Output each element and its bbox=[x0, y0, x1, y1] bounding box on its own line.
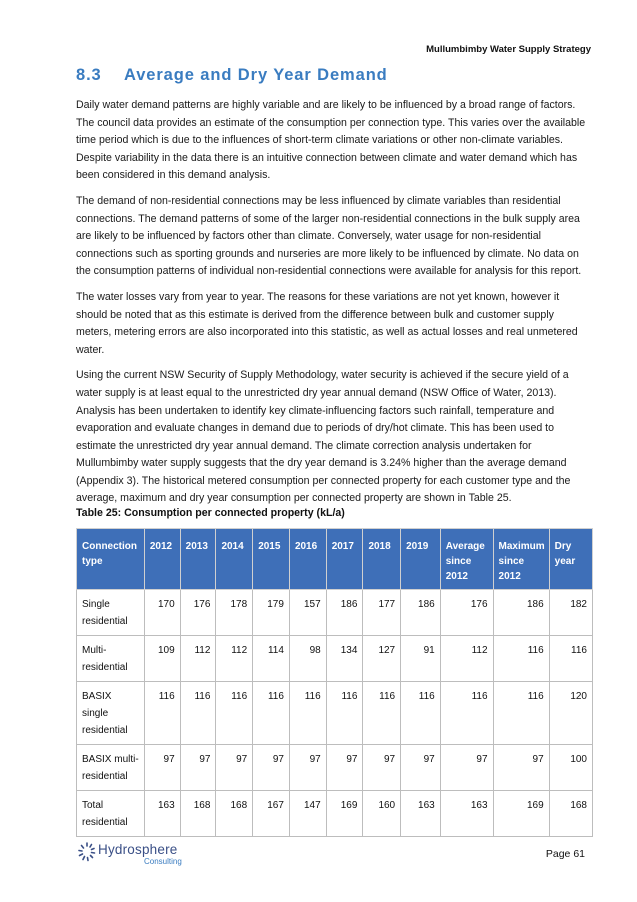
table-cell: 116 bbox=[363, 682, 401, 745]
column-header: 2018 bbox=[363, 529, 401, 590]
document-header: Mullumbimby Water Supply Strategy bbox=[426, 44, 591, 55]
table-caption: Table 25: Consumption per connected property (kL/a) bbox=[76, 507, 345, 519]
table-cell: 169 bbox=[493, 791, 549, 837]
column-header: 2013 bbox=[180, 529, 216, 590]
table-cell: 157 bbox=[289, 590, 326, 636]
table-cell: 116 bbox=[180, 682, 216, 745]
table-row bbox=[77, 590, 593, 636]
column-header: 2012 bbox=[144, 529, 180, 590]
connection-type-cell: Multi-residential bbox=[77, 636, 145, 682]
table-cell: 112 bbox=[216, 636, 253, 682]
page-number: Page 61 bbox=[545, 848, 585, 860]
column-header: 2017 bbox=[326, 529, 363, 590]
table-cell: 170 bbox=[144, 590, 180, 636]
table-cell: 163 bbox=[144, 791, 180, 837]
section-heading bbox=[76, 66, 388, 85]
table-cell: 178 bbox=[216, 590, 253, 636]
column-header: 2019 bbox=[401, 529, 441, 590]
paragraph: Using the current NSW Security of Supply Methodology, water security is achieved if the secure yield of a water supply is at least equal to the unrestricted dry year annual demand (NSW Office of Water, 2013). Analysis has been undertaken to identify key climate-influencing factors such rainfall, temperature and evaporation and evaluate changes in demand due to periods of dry/hot climate. This has been used to estimate the unrestricted dry year annual demand. The climate correction analysis undertaken for Mullumbimby water supply suggests that the dry year demand is 3.24% higher than the average demand (Appendix 3). The historical metered consumption per connected property for each customer type and the average, maximum and dry year consumption per connected property are shown in Table 25. bbox=[76, 369, 571, 505]
table-cell: 116 bbox=[549, 636, 592, 682]
table-cell: 100 bbox=[549, 745, 592, 791]
table-cell: 112 bbox=[440, 636, 493, 682]
table-cell: 179 bbox=[253, 590, 290, 636]
table-cell: 186 bbox=[326, 590, 363, 636]
connection-type-cell: Single residential bbox=[77, 590, 145, 636]
column-header: Dry year bbox=[549, 529, 592, 590]
column-header: Average since 2012 bbox=[440, 529, 493, 590]
table-cell: 168 bbox=[180, 791, 216, 837]
table-cell: 167 bbox=[253, 791, 290, 837]
table-cell: 176 bbox=[440, 590, 493, 636]
table-cell: 120 bbox=[549, 682, 592, 745]
column-header: Maximum since 2012 bbox=[493, 529, 549, 590]
table-cell: 97 bbox=[401, 745, 441, 791]
table-cell: 182 bbox=[549, 590, 592, 636]
logo-name: Hydrosphere bbox=[98, 842, 178, 857]
table-cell: 127 bbox=[363, 636, 401, 682]
table-cell: 97 bbox=[440, 745, 493, 791]
table-cell: 186 bbox=[493, 590, 549, 636]
table-cell: 116 bbox=[493, 636, 549, 682]
connection-type-cell: Total residential bbox=[77, 791, 145, 837]
table-cell: 147 bbox=[289, 791, 326, 837]
table-header-row bbox=[77, 529, 593, 590]
section-title-text: Average and Dry Year Demand bbox=[124, 66, 388, 84]
table-cell: 97 bbox=[493, 745, 549, 791]
table-cell: 98 bbox=[289, 636, 326, 682]
section-number: 8.3 bbox=[76, 66, 102, 84]
table-cell: 116 bbox=[216, 682, 253, 745]
column-header: Connection type bbox=[77, 529, 145, 590]
table-cell: 97 bbox=[363, 745, 401, 791]
table-cell: 168 bbox=[549, 791, 592, 837]
column-header: 2015 bbox=[253, 529, 290, 590]
paragraph: Daily water demand patterns are highly variable and are likely to be influenced by a broad range of factors. The council data provides an estimate of the consumption per connection type. This varies over the available time period which is due to the influences of short-term climate variations or other non-climate variables. Despite variability in the data there is an intuitive connection between climate and water demand which has been considered in this demand analysis. bbox=[76, 99, 586, 182]
table-cell: 116 bbox=[253, 682, 290, 745]
table-cell: 134 bbox=[326, 636, 363, 682]
column-header: 2016 bbox=[289, 529, 326, 590]
connection-type-cell: BASIX multi-residential bbox=[77, 745, 145, 791]
table-row bbox=[77, 745, 593, 791]
logo-subtitle: Consulting bbox=[144, 857, 182, 866]
table-cell: 177 bbox=[363, 590, 401, 636]
table-cell: 163 bbox=[401, 791, 441, 837]
table-cell: 97 bbox=[326, 745, 363, 791]
consumption-table bbox=[76, 528, 593, 837]
table-cell: 91 bbox=[401, 636, 441, 682]
paragraph: The water losses vary from year to year. The reasons for these variations are not yet known, however it should be noted that as this estimate is derived from the difference between bulk and customer supply meters, metering errors are also incorporated into this statistic, as well as actual losses and real unmetered water. bbox=[76, 290, 578, 356]
table-cell: 116 bbox=[144, 682, 180, 745]
connection-type-cell: BASIX single residential bbox=[77, 682, 145, 745]
table-cell: 109 bbox=[144, 636, 180, 682]
company-logo bbox=[78, 842, 198, 868]
table-cell: 97 bbox=[180, 745, 216, 791]
table-cell: 97 bbox=[253, 745, 290, 791]
table-cell: 168 bbox=[216, 791, 253, 837]
table-cell: 116 bbox=[401, 682, 441, 745]
paragraph: The demand of non-residential connections may be less influenced by climate variables than residential connections. The demand patterns of some of the larger non-residential connections in the bulk supply area are likely to be influenced by factors other than climate. Conversely, water usage for non-residential connections such as sporting grounds and nurseries are more likely to be influenced by climate. No data on the consumption patterns of individual non-residential connections were available for analysis for this report. bbox=[76, 194, 582, 278]
table-cell: 116 bbox=[326, 682, 363, 745]
table-cell: 112 bbox=[180, 636, 216, 682]
table-cell: 160 bbox=[363, 791, 401, 837]
swirl-icon bbox=[78, 842, 96, 862]
table-cell: 176 bbox=[180, 590, 216, 636]
table-cell: 97 bbox=[144, 745, 180, 791]
table-cell: 169 bbox=[326, 791, 363, 837]
table-cell: 97 bbox=[216, 745, 253, 791]
column-header: 2014 bbox=[216, 529, 253, 590]
table-cell: 116 bbox=[289, 682, 326, 745]
table-row bbox=[77, 682, 593, 745]
table-cell: 186 bbox=[401, 590, 441, 636]
table-cell: 97 bbox=[289, 745, 326, 791]
body-text bbox=[76, 97, 590, 516]
table-cell: 163 bbox=[440, 791, 493, 837]
table-cell: 116 bbox=[440, 682, 493, 745]
table-row bbox=[77, 791, 593, 837]
table-cell: 114 bbox=[253, 636, 290, 682]
table-cell: 116 bbox=[493, 682, 549, 745]
table-row bbox=[77, 636, 593, 682]
